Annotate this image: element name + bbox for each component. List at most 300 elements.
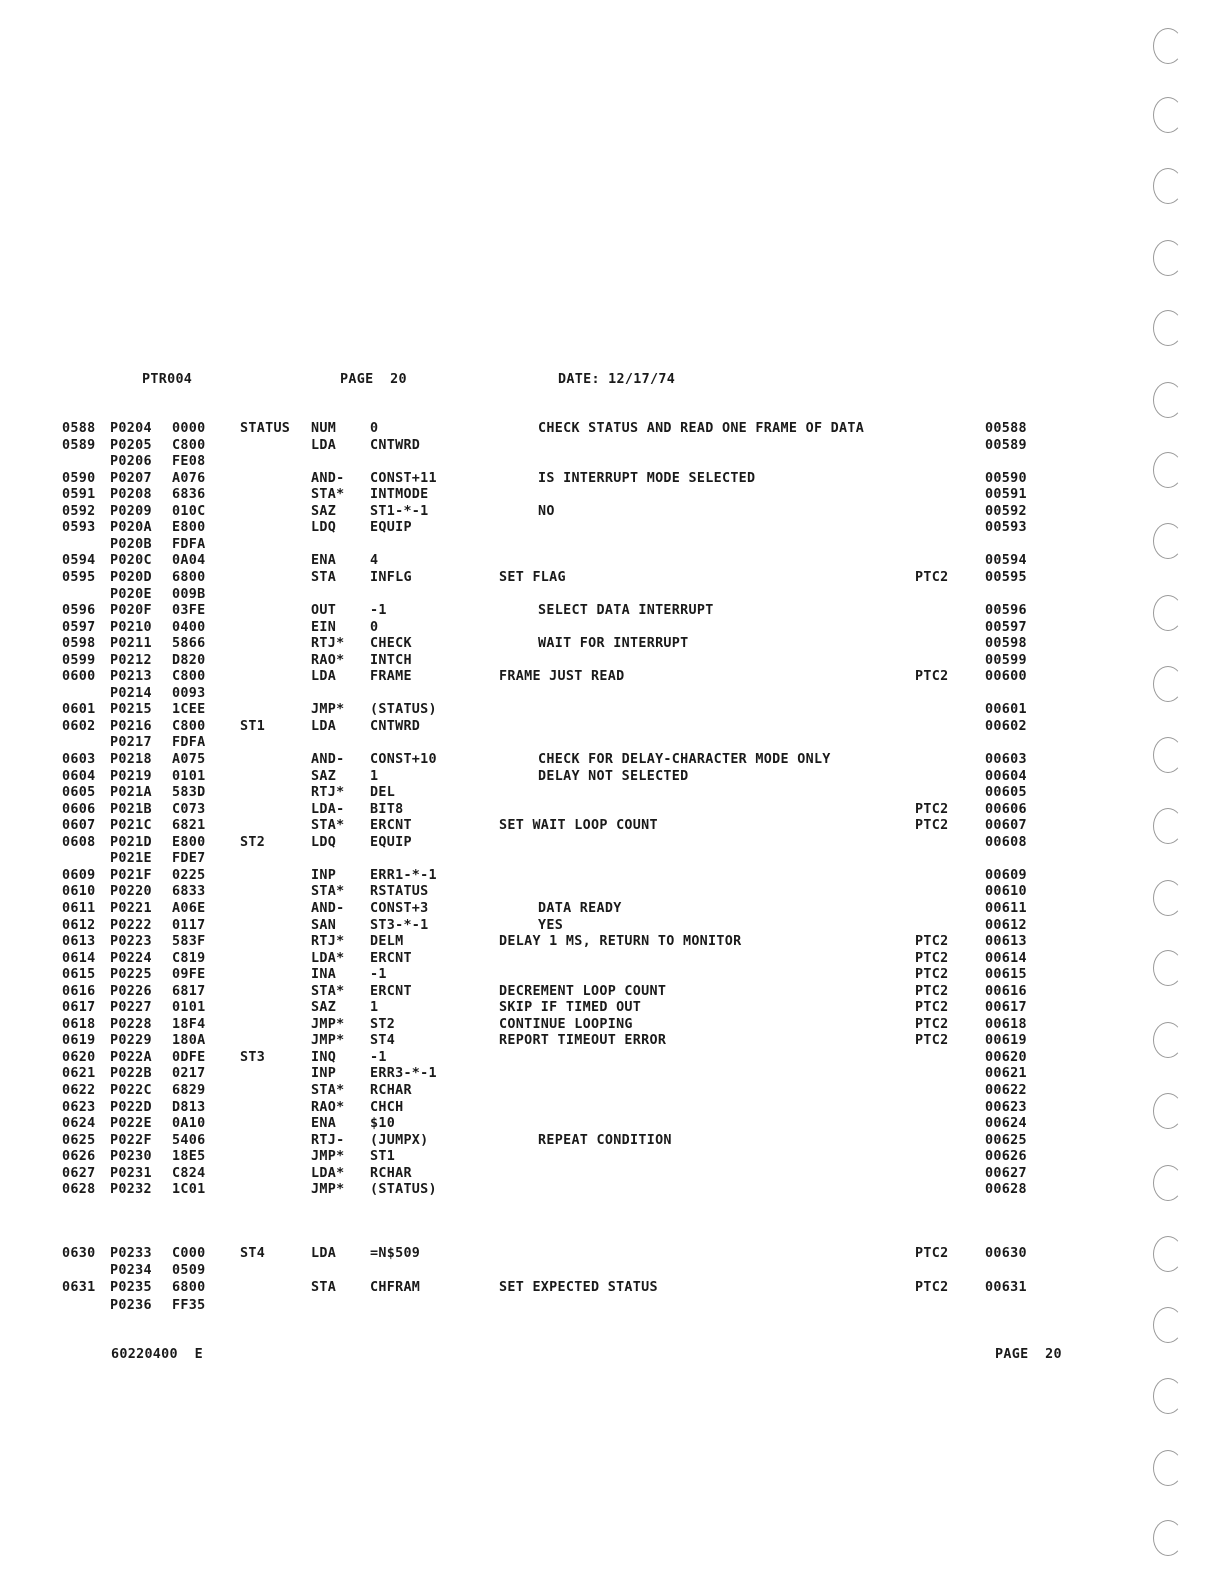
operand: (JUMPX) <box>370 1132 429 1148</box>
line-number: 0625 <box>62 1132 96 1148</box>
object-code: 18E5 <box>172 1149 206 1165</box>
comment: CONTINUE LOOPING <box>499 1016 633 1032</box>
sequence-number: 00607 <box>985 818 1027 834</box>
line-number: 0592 <box>62 503 96 519</box>
statement-label: ST1 <box>240 718 266 734</box>
operand: 1 <box>370 768 379 784</box>
address: P0226 <box>110 983 152 999</box>
sequence-number: 00598 <box>985 636 1027 652</box>
opcode: JMP* <box>311 702 345 718</box>
opcode: LDA <box>311 669 337 685</box>
operand: BIT8 <box>370 801 404 817</box>
address: P020F <box>110 603 152 619</box>
line-number: 0609 <box>62 867 96 883</box>
operand: RSTATUS <box>370 884 429 900</box>
address: P0216 <box>110 718 152 734</box>
binder-hole <box>1153 240 1183 276</box>
address: P020B <box>110 536 152 552</box>
line-number: 0589 <box>62 437 96 453</box>
address: P021D <box>110 834 152 850</box>
object-code: 09FE <box>172 967 206 983</box>
comment: DELAY NOT SELECTED <box>538 768 689 784</box>
object-code: 1CEE <box>172 702 206 718</box>
opcode: RTJ* <box>311 934 345 950</box>
sequence-number: 00621 <box>985 1066 1027 1082</box>
address: P0212 <box>110 652 152 668</box>
comment: YES <box>538 917 564 933</box>
modification-id: PTC2 <box>915 669 949 685</box>
opcode: EIN <box>311 619 337 635</box>
modification-id: PTC2 <box>915 801 949 817</box>
binder-hole <box>1153 28 1183 64</box>
line-number: 0610 <box>62 884 96 900</box>
address: P0234 <box>110 1263 152 1279</box>
binder-hole <box>1153 1093 1183 1129</box>
sequence-number: 00614 <box>985 950 1027 966</box>
statement-label: STATUS <box>240 421 291 436</box>
comment: SET WAIT LOOP COUNT <box>499 818 658 834</box>
object-code: FE08 <box>172 454 206 470</box>
sequence-number: 00628 <box>985 1182 1027 1198</box>
operand: ST1 <box>370 1149 396 1165</box>
operand: CHCH <box>370 1099 404 1115</box>
modification-id: PTC2 <box>915 818 949 834</box>
object-code: A076 <box>172 470 206 486</box>
object-code: 0A04 <box>172 553 206 569</box>
line-number: 0623 <box>62 1099 96 1115</box>
opcode: LDA <box>311 718 337 734</box>
address: P0213 <box>110 669 152 685</box>
binder-hole <box>1153 950 1183 986</box>
sequence-number: 00612 <box>985 917 1027 933</box>
address: P021A <box>110 785 152 801</box>
object-code: 0509 <box>172 1263 206 1279</box>
line-number: 0598 <box>62 636 96 652</box>
opcode: STA* <box>311 818 345 834</box>
operand: ERR3-*-1 <box>370 1066 437 1082</box>
sequence-number: 00610 <box>985 884 1027 900</box>
line-number: 0631 <box>62 1280 96 1296</box>
modification-id: PTC2 <box>915 967 949 983</box>
line-number: 0599 <box>62 652 96 668</box>
sequence-number: 00592 <box>985 503 1027 519</box>
sequence-number: 00602 <box>985 718 1027 734</box>
sequence-number: 00623 <box>985 1099 1027 1115</box>
opcode: SAZ <box>311 503 337 519</box>
address: P021E <box>110 851 152 867</box>
object-code: 6817 <box>172 983 206 999</box>
sequence-number: 00622 <box>985 1083 1027 1098</box>
object-code: C800 <box>172 718 206 734</box>
object-code: FDFA <box>172 735 206 751</box>
object-code: 010C <box>172 503 206 519</box>
operand: (STATUS) <box>370 1182 437 1198</box>
comment: SET EXPECTED STATUS <box>499 1280 658 1296</box>
object-code: 6836 <box>172 487 206 503</box>
opcode: ENA <box>311 1116 337 1132</box>
modification-id: PTC2 <box>915 934 949 950</box>
comment: DELAY 1 MS, RETURN TO MONITOR <box>499 934 742 950</box>
modification-id: PTC2 <box>915 983 949 999</box>
line-number: 0606 <box>62 801 96 817</box>
opcode: STA <box>311 569 337 585</box>
object-code: 0101 <box>172 1000 206 1016</box>
modification-id: PTC2 <box>915 1000 949 1016</box>
address: P022D <box>110 1099 152 1115</box>
opcode: JMP* <box>311 1033 345 1049</box>
opcode: RTJ- <box>311 1132 345 1148</box>
object-code: 583D <box>172 785 206 801</box>
operand: -1 <box>370 1049 387 1065</box>
line-number: 0605 <box>62 785 96 801</box>
opcode: ENA <box>311 553 337 569</box>
opcode: AND- <box>311 900 345 916</box>
address: P0220 <box>110 884 152 900</box>
binder-hole <box>1153 1236 1183 1272</box>
sequence-number: 00608 <box>985 834 1027 850</box>
operand: ERR1-*-1 <box>370 867 437 883</box>
object-code: C824 <box>172 1165 206 1181</box>
object-code: 0217 <box>172 1066 206 1082</box>
opcode: JMP* <box>311 1182 345 1198</box>
sequence-number: 00597 <box>985 619 1027 635</box>
page-number-header: PAGE 20 <box>340 372 407 387</box>
address: P0236 <box>110 1297 152 1313</box>
address: P0235 <box>110 1280 152 1296</box>
address: P0229 <box>110 1033 152 1049</box>
address: P0222 <box>110 917 152 933</box>
address: P0217 <box>110 735 152 751</box>
object-code: 0101 <box>172 768 206 784</box>
opcode: AND- <box>311 752 345 767</box>
operand: CONST+11 <box>370 470 437 486</box>
line-number: 0590 <box>62 470 96 486</box>
address: P0205 <box>110 437 152 453</box>
sequence-number: 00588 <box>985 421 1027 436</box>
opcode: INQ <box>311 1049 337 1065</box>
sequence-number: 00605 <box>985 785 1027 801</box>
line-number: 0591 <box>62 487 96 503</box>
operand: RCHAR <box>370 1083 412 1098</box>
comment: REPORT TIMEOUT ERROR <box>499 1033 667 1049</box>
line-number: 0601 <box>62 702 96 718</box>
comment: NO <box>538 503 555 519</box>
binder-hole <box>1153 523 1183 559</box>
address: P0233 <box>110 1246 152 1261</box>
object-code: E800 <box>172 834 206 850</box>
operand: 4 <box>370 553 379 569</box>
address: P021F <box>110 867 152 883</box>
modification-id: PTC2 <box>915 1016 949 1032</box>
operand: CNTWRD <box>370 718 421 734</box>
address: P0228 <box>110 1016 152 1032</box>
sequence-number: 00591 <box>985 487 1027 503</box>
line-number: 0617 <box>62 1000 96 1016</box>
binder-hole <box>1153 595 1183 631</box>
address: P021C <box>110 818 152 834</box>
line-number: 0593 <box>62 520 96 536</box>
line-number: 0624 <box>62 1116 96 1132</box>
address: P0204 <box>110 421 152 436</box>
comment: DECREMENT LOOP COUNT <box>499 983 667 999</box>
opcode: STA* <box>311 983 345 999</box>
opcode: STA* <box>311 487 345 503</box>
line-number: 0620 <box>62 1049 96 1065</box>
object-code: 0117 <box>172 917 206 933</box>
operand: CONST+10 <box>370 752 437 767</box>
page-number-footer: PAGE 20 <box>995 1347 1062 1362</box>
line-number: 0615 <box>62 967 96 983</box>
address: P021B <box>110 801 152 817</box>
operand: 0 <box>370 421 379 436</box>
object-code: 5866 <box>172 636 206 652</box>
object-code: 03FE <box>172 603 206 619</box>
binder-hole <box>1153 666 1183 702</box>
sequence-number: 00611 <box>985 900 1027 916</box>
operand: ERCNT <box>370 818 412 834</box>
sequence-number: 00609 <box>985 867 1027 883</box>
line-number: 0622 <box>62 1083 96 1098</box>
binder-hole <box>1153 1450 1183 1486</box>
program-name: PTR004 <box>142 372 193 387</box>
object-code: 0000 <box>172 421 206 436</box>
opcode: RTJ* <box>311 636 345 652</box>
binder-hole <box>1153 168 1183 204</box>
opcode: LDA- <box>311 801 345 817</box>
opcode: LDA* <box>311 950 345 966</box>
opcode: STA* <box>311 884 345 900</box>
address: P020C <box>110 553 152 569</box>
opcode: LDA <box>311 1246 337 1261</box>
modification-id: PTC2 <box>915 950 949 966</box>
comment: SELECT DATA INTERRUPT <box>538 603 714 619</box>
statement-label: ST3 <box>240 1049 266 1065</box>
operand: -1 <box>370 603 387 619</box>
operand: (STATUS) <box>370 702 437 718</box>
sequence-number: 00619 <box>985 1033 1027 1049</box>
operand: INTMODE <box>370 487 429 503</box>
listing-date: DATE: 12/17/74 <box>558 372 676 387</box>
operand: ERCNT <box>370 950 412 966</box>
comment: CHECK FOR DELAY-CHARACTER MODE ONLY <box>538 752 831 767</box>
comment: SET FLAG <box>499 569 566 585</box>
operand: =N$509 <box>370 1246 421 1261</box>
address: P0224 <box>110 950 152 966</box>
binder-hole <box>1153 310 1183 346</box>
comment: CHECK STATUS AND READ ONE FRAME OF DATA <box>538 421 865 436</box>
operand: $10 <box>370 1116 396 1132</box>
opcode: LDQ <box>311 520 337 536</box>
operand: ST3-*-1 <box>370 917 429 933</box>
operand: ERCNT <box>370 983 412 999</box>
object-code: 18F4 <box>172 1016 206 1032</box>
sequence-number: 00599 <box>985 652 1027 668</box>
operand: 1 <box>370 1000 379 1016</box>
sequence-number: 00601 <box>985 702 1027 718</box>
address: P0206 <box>110 454 152 470</box>
address: P022F <box>110 1132 152 1148</box>
opcode: INA <box>311 967 337 983</box>
opcode: AND- <box>311 470 345 486</box>
opcode: OUT <box>311 603 337 619</box>
line-number: 0608 <box>62 834 96 850</box>
opcode: RAO* <box>311 652 345 668</box>
object-code: 1C01 <box>172 1182 206 1198</box>
line-number: 0600 <box>62 669 96 685</box>
line-number: 0595 <box>62 569 96 585</box>
address: P022B <box>110 1066 152 1082</box>
line-number: 0594 <box>62 553 96 569</box>
binder-hole <box>1153 1378 1183 1414</box>
opcode: LDA* <box>311 1165 345 1181</box>
sequence-number: 00596 <box>985 603 1027 619</box>
address: P022A <box>110 1049 152 1065</box>
sequence-number: 00595 <box>985 569 1027 585</box>
object-code: C800 <box>172 437 206 453</box>
modification-id: PTC2 <box>915 1033 949 1049</box>
opcode: NUM <box>311 421 337 436</box>
operand: INFLG <box>370 569 412 585</box>
operand: ST1-*-1 <box>370 503 429 519</box>
sequence-number: 00615 <box>985 967 1027 983</box>
sequence-number: 00603 <box>985 752 1027 767</box>
address: P0227 <box>110 1000 152 1016</box>
opcode: STA* <box>311 1083 345 1098</box>
line-number: 0630 <box>62 1246 96 1261</box>
operand: 0 <box>370 619 379 635</box>
document-number: 60220400 E <box>111 1347 203 1362</box>
address: P0221 <box>110 900 152 916</box>
line-number: 0627 <box>62 1165 96 1181</box>
object-code: C800 <box>172 669 206 685</box>
binder-hole <box>1153 382 1183 418</box>
object-code: 583F <box>172 934 206 950</box>
line-number: 0607 <box>62 818 96 834</box>
comment: DATA READY <box>538 900 622 916</box>
line-number: 0611 <box>62 900 96 916</box>
operand: ST4 <box>370 1033 396 1049</box>
modification-id: PTC2 <box>915 1280 949 1296</box>
address: P0210 <box>110 619 152 635</box>
address: P0223 <box>110 934 152 950</box>
statement-label: ST4 <box>240 1246 266 1261</box>
operand: FRAME <box>370 669 412 685</box>
binder-hole <box>1153 452 1183 488</box>
operand: EQUIP <box>370 520 412 536</box>
line-number: 0628 <box>62 1182 96 1198</box>
sequence-number: 00620 <box>985 1049 1027 1065</box>
address: P0208 <box>110 487 152 503</box>
opcode: SAN <box>311 917 337 933</box>
sequence-number: 00626 <box>985 1149 1027 1165</box>
modification-id: PTC2 <box>915 569 949 585</box>
binder-hole <box>1153 880 1183 916</box>
opcode: INP <box>311 1066 337 1082</box>
line-number: 0597 <box>62 619 96 635</box>
address: P0231 <box>110 1165 152 1181</box>
address: P020E <box>110 586 152 602</box>
operand: CNTWRD <box>370 437 421 453</box>
object-code: 6833 <box>172 884 206 900</box>
address: P0232 <box>110 1182 152 1198</box>
line-number: 0616 <box>62 983 96 999</box>
object-code: C819 <box>172 950 206 966</box>
binder-hole <box>1153 1520 1183 1556</box>
line-number: 0603 <box>62 752 96 767</box>
sequence-number: 00594 <box>985 553 1027 569</box>
sequence-number: 00600 <box>985 669 1027 685</box>
operand: CHFRAM <box>370 1280 421 1296</box>
address: P0214 <box>110 685 152 701</box>
operand: CHECK <box>370 636 412 652</box>
operand: RCHAR <box>370 1165 412 1181</box>
object-code: A075 <box>172 752 206 767</box>
opcode: RTJ* <box>311 785 345 801</box>
opcode: SAZ <box>311 768 337 784</box>
object-code: FDFA <box>172 536 206 552</box>
address: P0209 <box>110 503 152 519</box>
binder-hole <box>1153 737 1183 773</box>
sequence-number: 00589 <box>985 437 1027 453</box>
sequence-number: 00618 <box>985 1016 1027 1032</box>
sequence-number: 00604 <box>985 768 1027 784</box>
address: P0211 <box>110 636 152 652</box>
line-number: 0602 <box>62 718 96 734</box>
opcode: RAO* <box>311 1099 345 1115</box>
sequence-number: 00625 <box>985 1132 1027 1148</box>
object-code: 0093 <box>172 685 206 701</box>
line-number: 0588 <box>62 421 96 436</box>
comment: WAIT FOR INTERRUPT <box>538 636 689 652</box>
opcode: JMP* <box>311 1149 345 1165</box>
operand: CONST+3 <box>370 900 429 916</box>
modification-id: PTC2 <box>915 1246 949 1261</box>
object-code: 6800 <box>172 1280 206 1296</box>
object-code: C000 <box>172 1246 206 1261</box>
address: P020D <box>110 569 152 585</box>
object-code: 5406 <box>172 1132 206 1148</box>
comment: REPEAT CONDITION <box>538 1132 672 1148</box>
address: P0230 <box>110 1149 152 1165</box>
binder-hole <box>1153 1022 1183 1058</box>
object-code: 0A10 <box>172 1116 206 1132</box>
opcode: INP <box>311 867 337 883</box>
object-code: 0DFE <box>172 1049 206 1065</box>
sequence-number: 00616 <box>985 983 1027 999</box>
binder-hole <box>1153 1165 1183 1201</box>
object-code: 6829 <box>172 1083 206 1098</box>
operand: -1 <box>370 967 387 983</box>
object-code: C073 <box>172 801 206 817</box>
operand: EQUIP <box>370 834 412 850</box>
comment: FRAME JUST READ <box>499 669 625 685</box>
line-number: 0618 <box>62 1016 96 1032</box>
address: P0219 <box>110 768 152 784</box>
address: P022C <box>110 1083 152 1098</box>
operand: DELM <box>370 934 404 950</box>
line-number: 0596 <box>62 603 96 619</box>
binder-hole <box>1153 97 1183 133</box>
binder-hole <box>1153 808 1183 844</box>
comment: SKIP IF TIMED OUT <box>499 1000 642 1016</box>
line-number: 0612 <box>62 917 96 933</box>
address: P0225 <box>110 967 152 983</box>
binder-hole <box>1153 1307 1183 1343</box>
address: P0218 <box>110 752 152 767</box>
opcode: LDQ <box>311 834 337 850</box>
object-code: D820 <box>172 652 206 668</box>
object-code: FF35 <box>172 1297 206 1313</box>
